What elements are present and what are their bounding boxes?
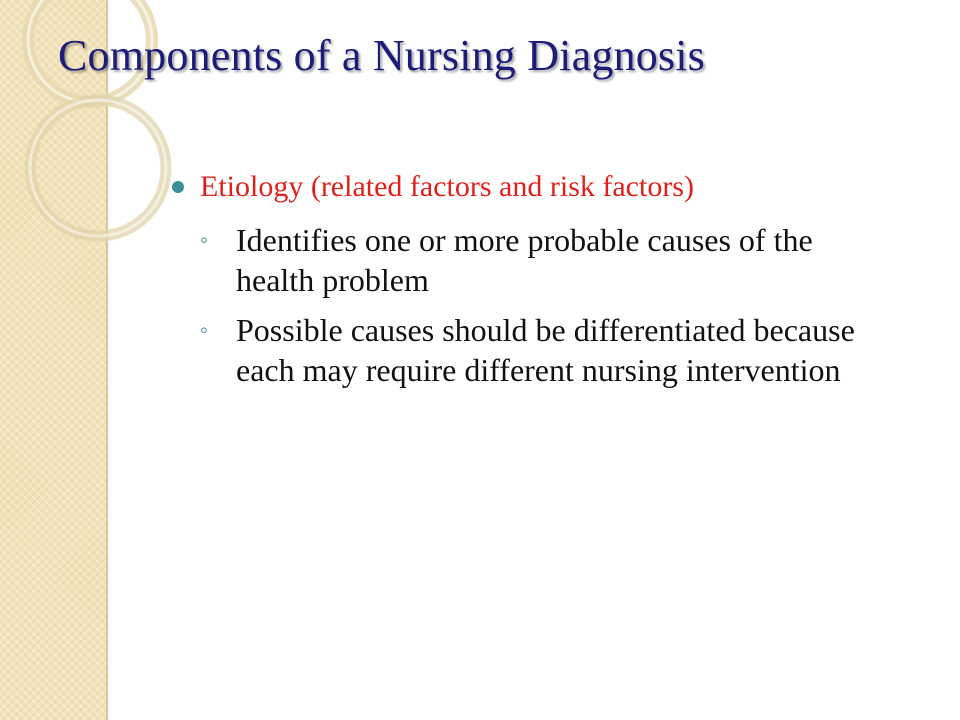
bullet-dot-icon [172,181,184,193]
sub-bullet-text: Possible causes should be differentiated because each may require different nursing intervention [236,312,855,388]
sub-bullet-item [172,216,912,300]
bullet-item [172,164,912,210]
sub-bullet-marker-icon: ◦ [200,227,208,252]
sub-bullet-item [172,306,912,390]
sub-bullet-list [172,216,912,390]
sub-bullet-marker-icon: ◦ [200,317,208,342]
slide-title: Components of a Nursing Diagnosis [58,31,706,80]
bullet-text: Etiology (related factors and risk factors) [200,170,694,203]
sub-bullet-text: Identifies one or more probable causes of the health problem [236,222,813,298]
slide-content [172,164,912,390]
